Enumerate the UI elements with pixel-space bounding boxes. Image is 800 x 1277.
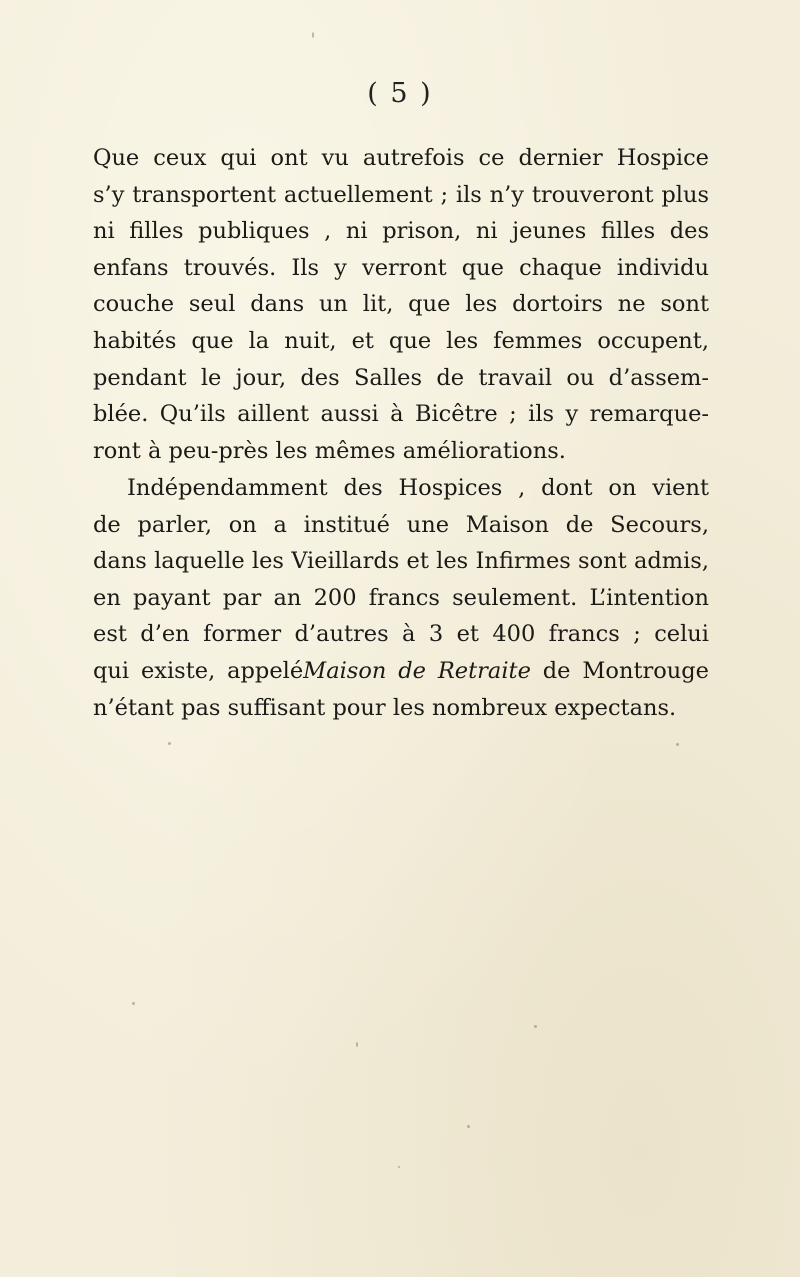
text-line: en payant par an 200 francs seulement. L’intention bbox=[93, 584, 709, 611]
text-line: habités que la nuit, et que les femmes occupent, bbox=[93, 327, 709, 354]
italic-phrase: Maison de Retraite bbox=[303, 657, 531, 684]
text-segment: qui existe, appelé bbox=[93, 657, 304, 684]
text-segment: de Montrouge bbox=[530, 657, 709, 684]
text-line: couche seul dans un lit, que les dortoirs ne sont bbox=[93, 291, 709, 318]
paper-speck bbox=[356, 1042, 358, 1047]
paper-speck bbox=[467, 1125, 470, 1128]
text-line-with-italic bbox=[93, 653, 709, 690]
text-line: Que ceux qui ont vu autrefois ce dernier Hospice bbox=[93, 145, 709, 171]
text-line: de parler, on a institué une Maison de Secours, bbox=[93, 511, 709, 538]
paper-speck bbox=[312, 32, 314, 38]
paragraph-2 bbox=[93, 470, 709, 726]
text-line: ni filles publiques , ni prison, ni jeunes filles des bbox=[93, 218, 709, 245]
text-line: dans laquelle les Vieillards et les Infirmes sont admis, bbox=[93, 548, 709, 575]
paper-speck bbox=[534, 1025, 537, 1028]
paragraph-1 bbox=[93, 140, 709, 469]
paper-speck bbox=[676, 743, 679, 746]
text-line: enfans trouvés. Ils y verront que chaque individu bbox=[93, 254, 709, 281]
paper-speck bbox=[398, 1166, 400, 1168]
text-line: s’y transportent actuellement ; ils n’y trouveront plus bbox=[93, 181, 709, 208]
text-line: Indépendamment des Hospices , dont on vient bbox=[127, 475, 709, 501]
page-number: ( 5 ) bbox=[367, 78, 433, 109]
paper-speck bbox=[132, 1002, 135, 1005]
text-line: n’étant pas suffisant pour les nombreux expectans. bbox=[93, 694, 677, 721]
text-line: est d’en former d’autres à 3 et 400 francs ; celui bbox=[93, 621, 709, 648]
text-line: blée. Qu’ils aillent aussi à Bicêtre ; ils y remarque- bbox=[93, 401, 709, 428]
text-line: pendant le jour, des Salles de travail ou d’assem- bbox=[93, 364, 709, 391]
text-line: ront à peu-près les mêmes améliorations. bbox=[93, 437, 566, 464]
paper-speck bbox=[168, 742, 171, 745]
